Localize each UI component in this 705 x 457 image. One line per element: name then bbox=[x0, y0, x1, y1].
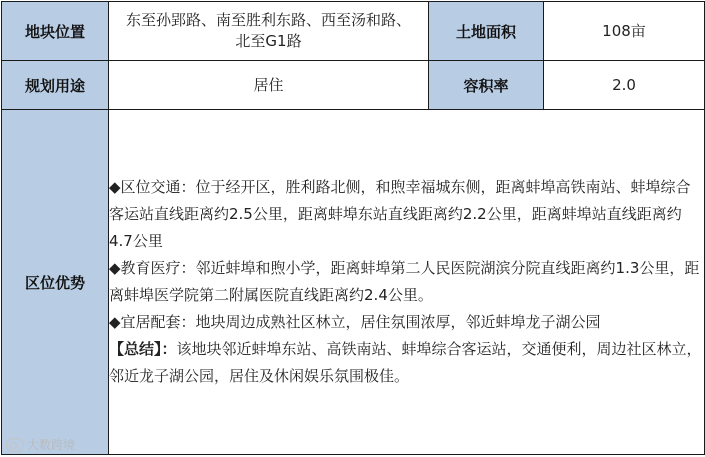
education-paragraph: ◆教育医疗：邻近蚌埠和煦小学，距离蚌埠第二人民医院湖滨分院直线距离约1.3公里，距离蚌埠医学院第二附属医院直线距离约2.4公里。 bbox=[109, 259, 700, 304]
summary-text: 该地块邻近蚌埠东站、高铁南站、蚌埠综合客运站，交通便利，周边社区林立，邻近龙子湖公园，居住及休闲娱乐氛围极佳。 bbox=[109, 340, 702, 385]
location-value: 东至孙郢路、南至胜利东路、西至汤和路、北至G1路 bbox=[109, 2, 429, 61]
summary-heading: 【总结】： bbox=[109, 340, 177, 358]
living-paragraph: ◆宜居配套：地块周边成熟社区林立，居住氛围浓厚，邻近蚌埠龙子湖公园 bbox=[109, 313, 601, 331]
far-label: 容积率 bbox=[429, 61, 544, 110]
row-use bbox=[2, 61, 705, 110]
land-info-table bbox=[1, 1, 705, 455]
row-location bbox=[2, 2, 705, 61]
transport-paragraph: ◆区位交通：位于经开区，胜利路北侧，和煦幸福城东侧，距离蚌埠高铁南站、蚌埠综合客运站直线距离约2.5公里，距离蚌埠东站直线距离约2.2公里，距离蚌埠站直线距离约4.7公里 bbox=[109, 178, 691, 250]
use-value: 居住 bbox=[109, 61, 429, 110]
area-value: 108亩 bbox=[544, 2, 705, 61]
location-label: 地块位置 bbox=[2, 2, 109, 61]
advantage-label: 区位优势 bbox=[2, 110, 109, 455]
use-label: 规划用途 bbox=[2, 61, 109, 110]
advantage-content bbox=[109, 110, 705, 455]
brand-logo-icon bbox=[6, 438, 24, 452]
watermark-text: 大数跨境 bbox=[27, 438, 76, 452]
area-label: 土地面积 bbox=[429, 2, 544, 61]
row-advantage bbox=[2, 110, 705, 455]
watermark bbox=[6, 436, 75, 453]
summary-paragraph bbox=[109, 336, 704, 390]
far-value: 2.0 bbox=[544, 61, 705, 110]
